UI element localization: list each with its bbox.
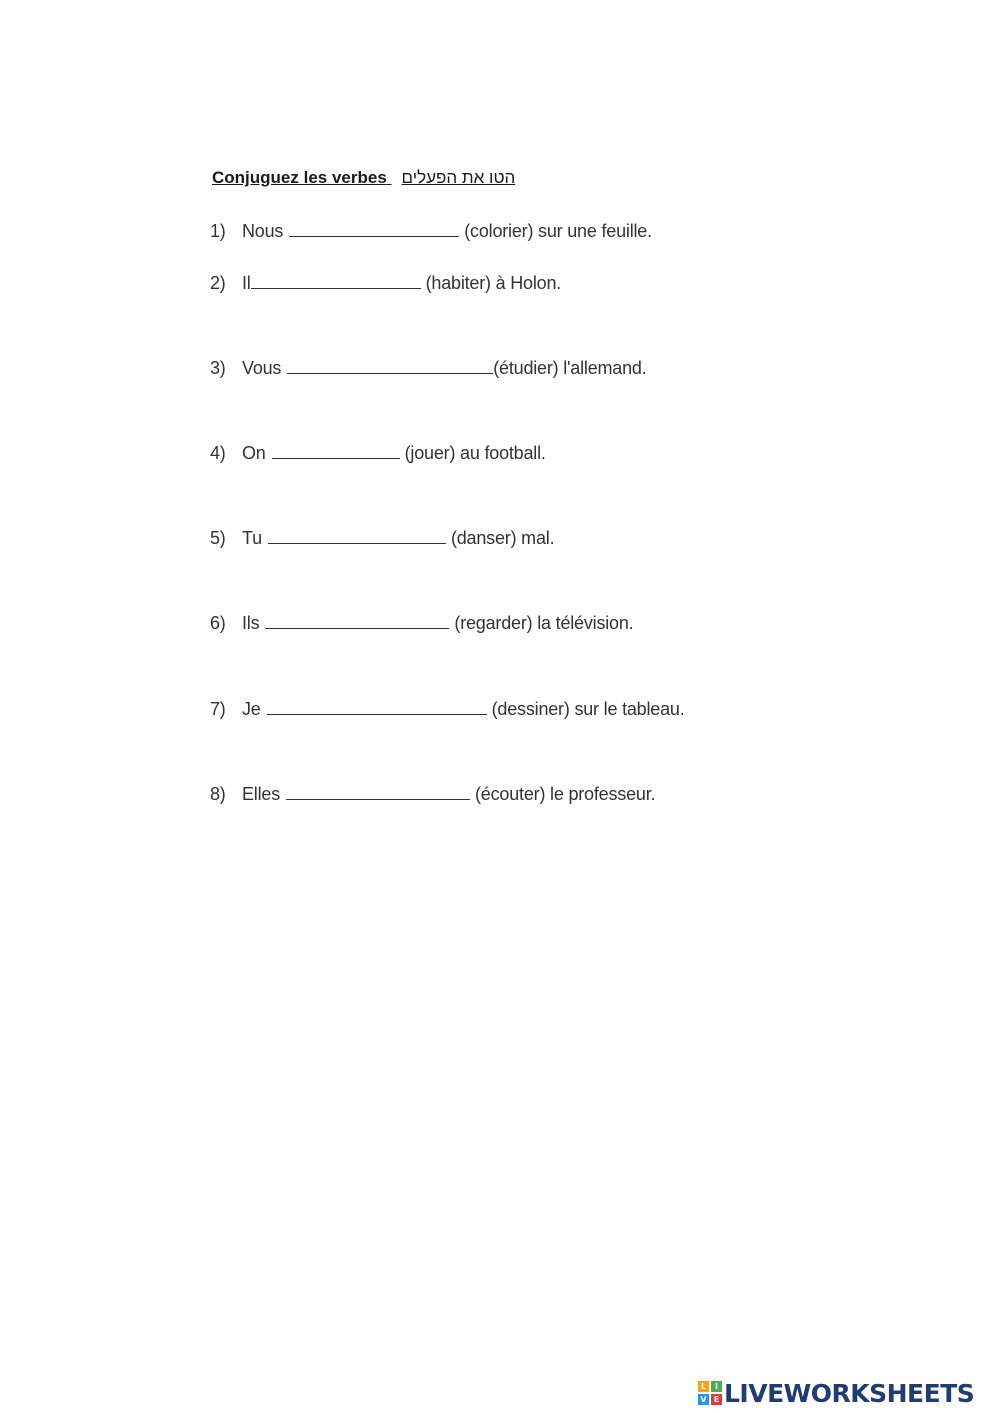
answer-blank[interactable] — [286, 783, 470, 800]
answer-blank[interactable] — [272, 442, 400, 459]
exercise-verb: (habiter) à Holon. — [425, 273, 562, 293]
exercise-subject: Il — [242, 273, 251, 293]
exercise-6 — [210, 612, 634, 634]
exercise-number: 4) — [210, 443, 226, 463]
exercise-2 — [210, 272, 561, 294]
exercise-subject: Nous — [242, 221, 284, 241]
exercise-number: 5) — [210, 528, 226, 548]
exercise-8 — [210, 783, 655, 805]
exercise-number: 2) — [210, 273, 226, 293]
exercise-subject: Elles — [242, 784, 281, 804]
exercise-subject: Je — [242, 699, 261, 719]
exercise-number: 1) — [210, 221, 226, 241]
logo-mark-icon — [698, 1381, 722, 1405]
answer-blank[interactable] — [289, 220, 459, 237]
title-french: Conjuguez les verbes — [212, 168, 387, 187]
exercise-number: 3) — [210, 358, 226, 378]
answer-blank[interactable] — [287, 357, 493, 374]
exercise-7 — [210, 698, 685, 720]
exercise-verb: (colorier) sur une feuille. — [464, 221, 652, 241]
exercise-number: 7) — [210, 699, 226, 719]
exercise-subject: Tu — [242, 528, 262, 548]
answer-blank[interactable] — [267, 698, 487, 715]
exercise-subject: On — [242, 443, 266, 463]
exercise-verb: (dessiner) sur le tableau. — [491, 699, 685, 719]
exercise-subject: Ils — [242, 613, 260, 633]
exercise-verb: (étudier) l'allemand. — [493, 358, 647, 378]
answer-blank[interactable] — [251, 272, 421, 289]
exercise-verb: (regarder) la télévision. — [454, 613, 634, 633]
logo-text: LIVEWORKSHEETS — [724, 1378, 975, 1408]
liveworksheets-logo — [698, 1378, 974, 1408]
logo-mark-cell: L — [698, 1381, 709, 1392]
logo-mark-cell: E — [711, 1394, 722, 1405]
exercise-subject: Vous — [242, 358, 282, 378]
logo-mark-cell: V — [698, 1394, 709, 1405]
exercise-number: 6) — [210, 613, 226, 633]
answer-blank[interactable] — [268, 527, 446, 544]
exercise-1 — [210, 220, 652, 242]
worksheet-title — [212, 168, 515, 188]
logo-mark-cell: I — [711, 1381, 722, 1392]
title-hebrew: הטו את הפעלים — [401, 168, 516, 187]
exercise-verb: (écouter) le professeur. — [475, 784, 656, 804]
exercise-number: 8) — [210, 784, 226, 804]
answer-blank[interactable] — [265, 612, 449, 629]
exercise-4 — [210, 442, 546, 464]
exercise-verb: (jouer) au football. — [404, 443, 546, 463]
exercise-verb: (danser) mal. — [450, 528, 555, 548]
exercise-3 — [210, 357, 647, 379]
exercise-5 — [210, 527, 554, 549]
